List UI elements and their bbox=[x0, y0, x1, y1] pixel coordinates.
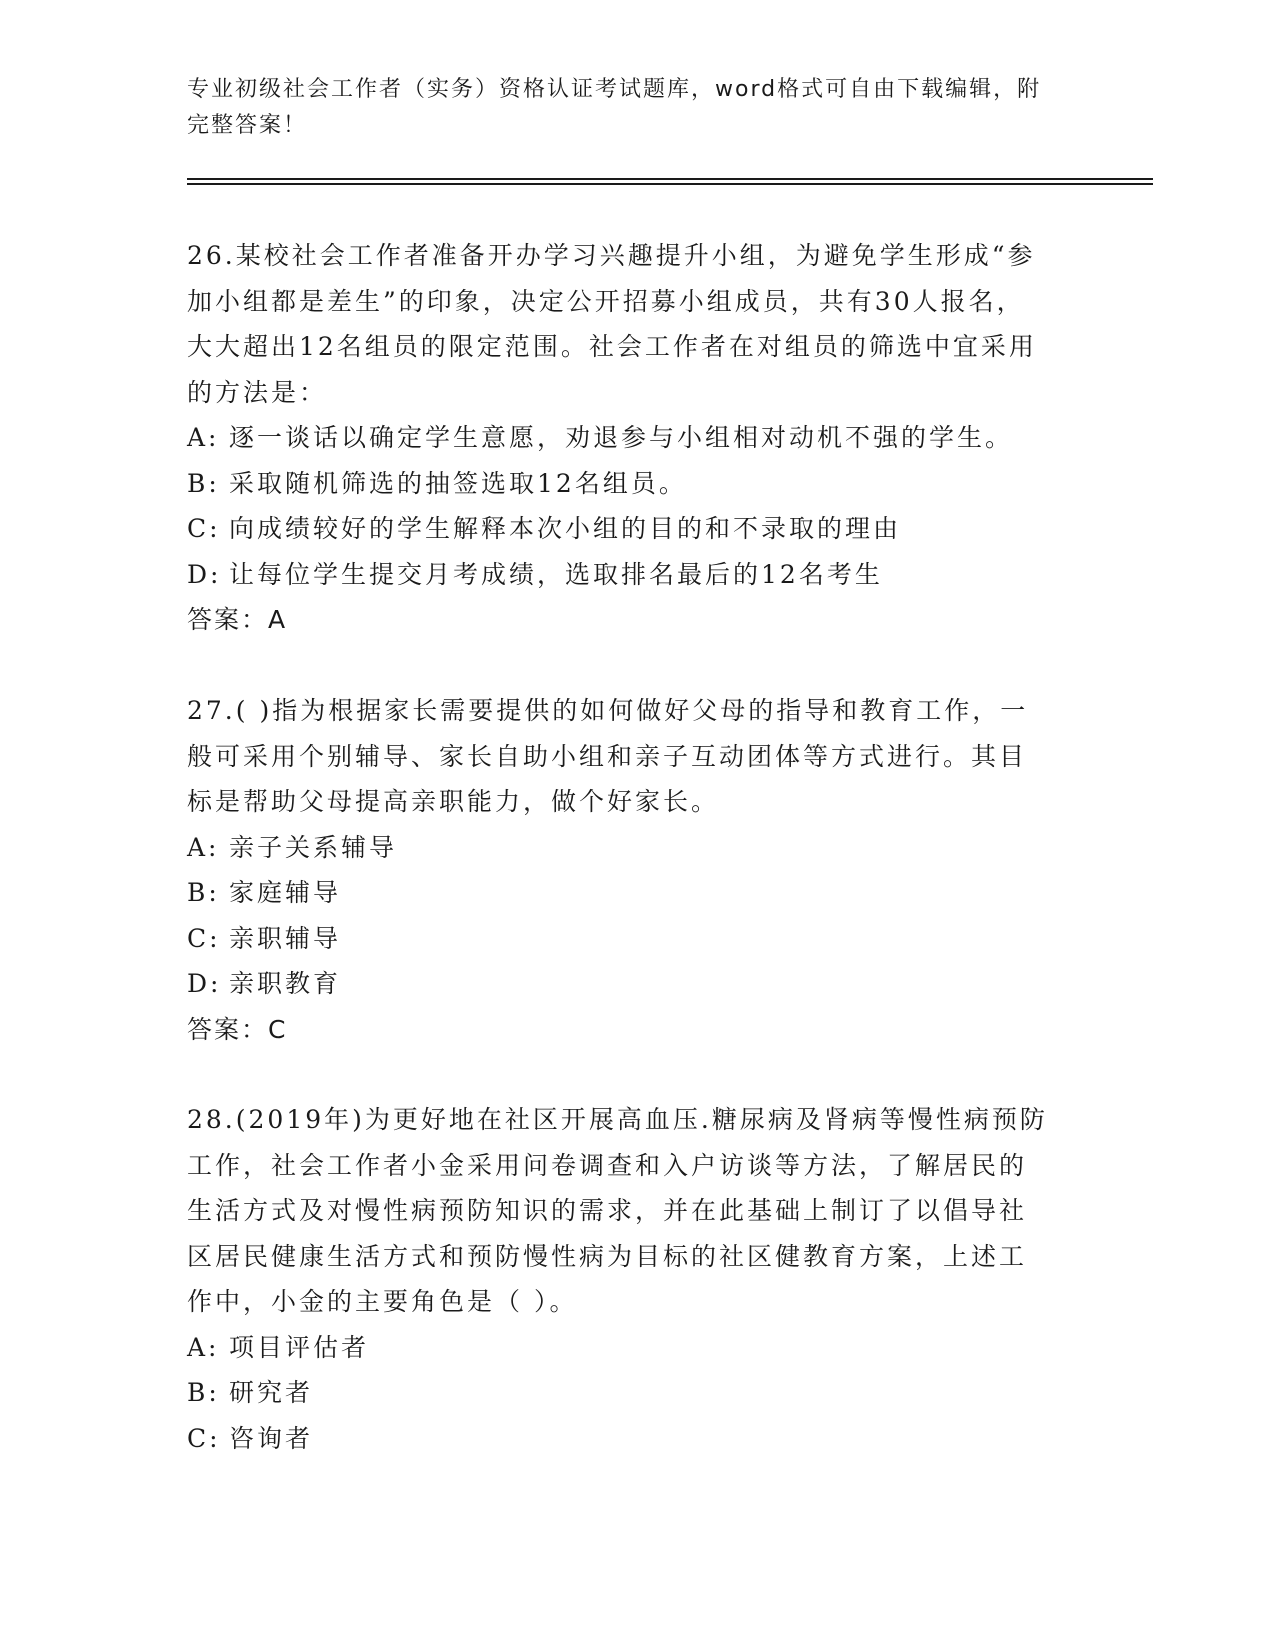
option-key: B: bbox=[187, 468, 220, 498]
option-key: A: bbox=[187, 832, 220, 862]
option-text: 项目评估者 bbox=[229, 1332, 370, 1362]
question-28 bbox=[187, 1097, 1067, 1461]
option-text: 采取随机筛选的抽签选取12名组员。 bbox=[229, 468, 687, 498]
option-b bbox=[187, 461, 1067, 507]
page-header bbox=[187, 72, 1067, 144]
option-a bbox=[187, 825, 1067, 871]
option-text: 逐一谈话以确定学生意愿，劝退参与小组相对动机不强的学生。 bbox=[229, 423, 1014, 452]
stem-line: 般可采用个别辅导、家长自助小组和亲子互动团体等方式进行。其目 bbox=[187, 741, 1028, 771]
answer-line: 答案：A bbox=[187, 605, 288, 634]
header-line-2: 完整答案！ bbox=[187, 113, 308, 138]
header-divider-top bbox=[187, 178, 1153, 180]
option-key: B: bbox=[187, 878, 220, 907]
option-key: C: bbox=[187, 923, 221, 953]
option-text: 研究者 bbox=[229, 1378, 314, 1407]
option-c bbox=[187, 1416, 1067, 1462]
stem-line: 28.(2019年)为更好地在社区开展高血压.糖尿病及肾病等慢性病预防 bbox=[187, 1105, 1048, 1134]
header-line-1: 专业初级社会工作者（实务）资格认证考试题库，word格式可自由下载编辑，附 bbox=[187, 77, 1042, 102]
option-text: 让每位学生提交月考成绩，选取排名最后的12名考生 bbox=[229, 559, 883, 589]
option-text: 亲职辅导 bbox=[229, 923, 342, 953]
question-stem bbox=[187, 688, 1067, 825]
answer-line: 答案：C bbox=[187, 1014, 288, 1044]
question-stem bbox=[187, 233, 1067, 415]
stem-line: 作中，小金的主要角色是（ ）。 bbox=[187, 1287, 578, 1316]
option-key: C: bbox=[187, 514, 221, 543]
option-a bbox=[187, 1325, 1067, 1371]
stem-line: 标是帮助父母提高亲职能力，做个好家长。 bbox=[187, 787, 720, 816]
stem-line: 26.某校社会工作者准备开办学习兴趣提升小组，为避免学生形成“参 bbox=[187, 241, 1036, 270]
option-text: 咨询者 bbox=[229, 1423, 314, 1453]
stem-line: 27.( )指为根据家长需要提供的如何做好父母的指导和教育工作，一 bbox=[187, 696, 1029, 725]
option-text: 家庭辅导 bbox=[229, 878, 342, 907]
option-text: 向成绩较好的学生解释本次小组的目的和不录取的理由 bbox=[229, 514, 902, 543]
question-26 bbox=[187, 233, 1067, 643]
header-divider-bottom bbox=[187, 183, 1153, 185]
option-b bbox=[187, 870, 1067, 916]
option-text: 亲职教育 bbox=[229, 969, 342, 998]
option-b bbox=[187, 1370, 1067, 1416]
option-c bbox=[187, 916, 1067, 962]
option-key: B: bbox=[187, 1378, 220, 1407]
option-key: A: bbox=[187, 1332, 220, 1362]
stem-line: 的方法是： bbox=[187, 377, 328, 407]
stem-line: 工作，社会工作者小金采用问卷调查和入户访谈等方法，了解居民的 bbox=[187, 1150, 1028, 1180]
option-d bbox=[187, 961, 1067, 1007]
stem-line: 生活方式及对慢性病预防知识的需求，并在此基础上制订了以倡导社 bbox=[187, 1196, 1028, 1225]
option-key: C: bbox=[187, 1423, 221, 1453]
option-text: 亲子关系辅导 bbox=[229, 832, 398, 862]
option-a bbox=[187, 415, 1067, 461]
question-27 bbox=[187, 688, 1067, 1052]
question-stem bbox=[187, 1097, 1067, 1325]
option-key: D: bbox=[187, 559, 222, 589]
option-c bbox=[187, 506, 1067, 552]
stem-line: 加小组都是差生”的印象，决定公开招募小组成员，共有30人报名， bbox=[187, 286, 1025, 316]
option-d bbox=[187, 552, 1067, 598]
stem-line: 区居民健康生活方式和预防慢性病为目标的社区健教育方案，上述工 bbox=[187, 1241, 1028, 1271]
option-key: D: bbox=[187, 969, 222, 998]
option-key: A: bbox=[187, 423, 220, 452]
stem-line: 大大超出12名组员的限定范围。社会工作者在对组员的筛选中宜采用 bbox=[187, 332, 1037, 361]
